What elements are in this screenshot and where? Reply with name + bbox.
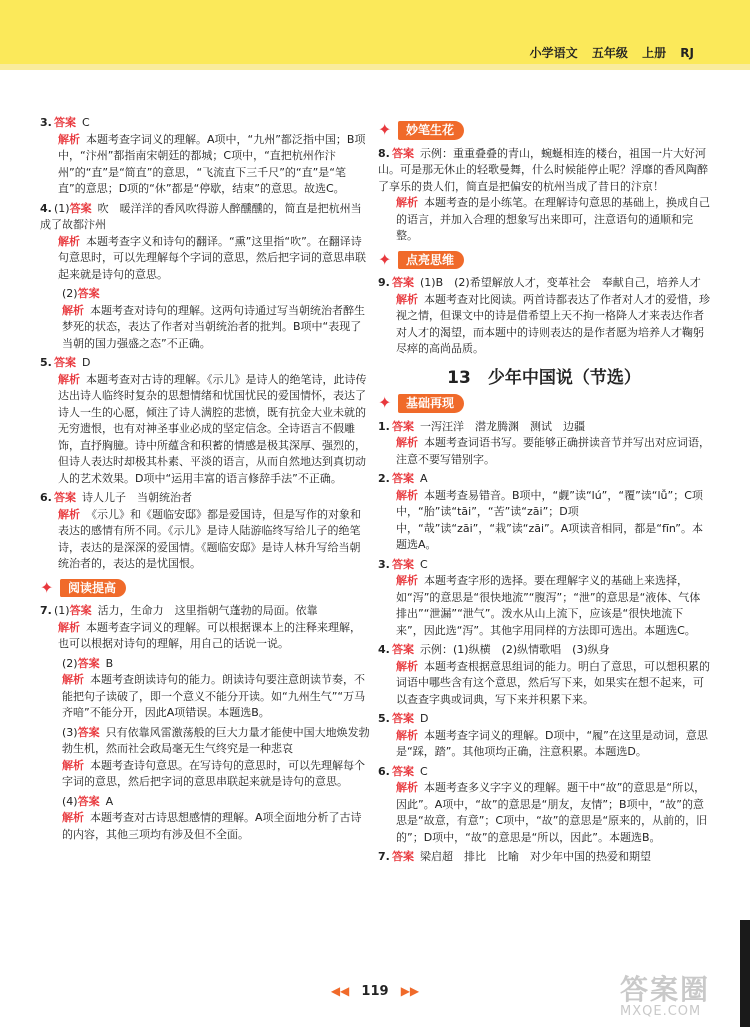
answer-label: 答案 bbox=[77, 287, 100, 300]
answer-item-b3 bbox=[378, 557, 710, 640]
answer-item-4-2 bbox=[40, 286, 370, 352]
explain-label: 解析 bbox=[396, 436, 418, 449]
answer-item-b4 bbox=[378, 642, 710, 708]
watermark-text: 答案圈 bbox=[620, 973, 711, 1006]
item-number: 1. bbox=[378, 419, 390, 433]
explain-label: 解析 bbox=[58, 234, 80, 248]
explain-label: 解析 bbox=[396, 292, 418, 306]
explain-label: 解析 bbox=[58, 620, 80, 634]
section-basics bbox=[378, 394, 710, 413]
sub-number: (2) bbox=[62, 287, 78, 300]
answer-text: D bbox=[82, 356, 91, 369]
explain-label: 解析 bbox=[62, 758, 84, 772]
lesson-title: 13 少年中国说（节选） bbox=[447, 367, 641, 388]
answer-label: 答案 bbox=[77, 794, 100, 808]
explain-text: 本题考查字形的选择。要在理解字义的基础上来选择，如“泻”的意思是“很快地流”“腹泻”；“泄”的意思是“液体、气体排出”“泄漏”“泄气”。泼水从山上流下，应该是“很快地流下来”，因此选“泻”。其他字用同样的方法即可选出。本题选C。 bbox=[396, 574, 701, 637]
answer-text: C bbox=[420, 764, 428, 778]
answer-text: A bbox=[105, 794, 114, 808]
section-thinking bbox=[378, 251, 710, 270]
answer-text: 梁启超 排比 比喻 对少年中国的热爱和期望 bbox=[420, 850, 651, 863]
item-number: 3. bbox=[40, 116, 52, 129]
explain-label: 解析 bbox=[396, 488, 418, 502]
page-edge-bar bbox=[740, 920, 750, 1027]
explain-text: 本题考查对诗句的理解。这两句诗通过写当朝统治者醉生梦死的状态，表达了作者对当朝统治者的批判。B项中“表现了当朝的国力强盛之态”不正确。 bbox=[62, 303, 365, 350]
section-writing bbox=[378, 121, 710, 140]
watermark-url: MXQE.COM bbox=[620, 1004, 702, 1019]
answer-item-b5 bbox=[378, 711, 710, 761]
sub-number: (3) bbox=[62, 725, 78, 739]
sub-number: (2) bbox=[62, 656, 78, 670]
prev-arrows-icon: ◀◀ bbox=[330, 984, 350, 998]
explain-text: 本题考查字词义的理解。A项中，“九州”都泛指中国；B项中，“汴州”都指南宋朝廷的都城；C项中，“直把杭州作汴州”的“直”是“简直”的意思，“飞流直下三千尺”的“直”是“笔直”的意思；D项的“休”都是“停歇，结束”的意思。故选C。 bbox=[58, 132, 366, 195]
answer-text: B bbox=[105, 656, 114, 670]
answer-item-6 bbox=[40, 490, 370, 573]
item-number: 6. bbox=[378, 764, 390, 778]
explain-label: 解析 bbox=[58, 507, 80, 521]
answer-item-b1 bbox=[378, 419, 710, 469]
answer-text: (1)B (2)希望解放人才，变革社会 奉献自己，培养人才 bbox=[420, 276, 701, 289]
answer-text: D bbox=[420, 712, 429, 725]
answer-item-b2 bbox=[378, 471, 710, 554]
answer-text: 活力，生命力 这里指朝气蓬勃的局面。依靠 bbox=[97, 604, 318, 617]
answer-item-9 bbox=[378, 275, 710, 358]
answer-text: 诗人儿子 当朝统治者 bbox=[82, 491, 192, 504]
explain-text: 本题考查多义字字义的理解。题干中“故”的意思是“所以，因此”。A项中，“故”的意思是“朋友，友情”；B项中，“故”的意思是“故意，有意”；C项中，“故”的意思是“原来的，从前的，旧的”；D项中，“故”的意思是“所以，因此”。本题选B。 bbox=[396, 781, 708, 844]
answer-text: 示例：(1)纵横 (2)纵情歌唱 (3)纵身 bbox=[420, 643, 610, 656]
explain-text: 《示儿》和《题临安邸》都是爱国诗，但是写作的对象和表达的感情有所不同。《示儿》是诗人陆游临终写给儿子的绝笔诗，表达的是深深的爱国情。《题临安邸》是诗人林升写给当朝统治者的，表达的是忧国恨。 bbox=[58, 507, 361, 570]
answer-text: C bbox=[420, 557, 428, 571]
answer-item-8 bbox=[378, 146, 710, 245]
explain-label: 解析 bbox=[62, 673, 84, 686]
answer-label: 答案 bbox=[69, 604, 92, 617]
answer-item-7-3 bbox=[40, 725, 370, 791]
answer-text: 吹 暖洋洋的香风吹得游人醉醺醺的，简直是把杭州当成了故都汴州 bbox=[40, 201, 362, 231]
answer-label: 答案 bbox=[77, 725, 100, 739]
section-tag: 妙笔生花 bbox=[398, 121, 464, 140]
item-number: 6. bbox=[40, 491, 52, 504]
page-header bbox=[520, 44, 694, 61]
page-number: 119 bbox=[361, 984, 389, 999]
left-column bbox=[40, 115, 370, 846]
answer-item-5 bbox=[40, 355, 370, 487]
answer-text: 只有依靠风雷激荡般的巨大力量才能使中国大地焕发勃勃生机，然而社会政局毫无生气终究是一种悲哀 bbox=[62, 725, 370, 755]
item-number: 4. bbox=[40, 201, 52, 215]
answer-label: 答案 bbox=[392, 764, 414, 778]
answer-label: 答案 bbox=[392, 146, 414, 160]
answer-text: C bbox=[82, 116, 90, 129]
explain-text: 本题考查字词义的理解。D项中，“履”在这里是动词，意思是“踩，踏”。其他项均正确，注意积累。本题选D。 bbox=[396, 728, 708, 758]
answer-label: 答案 bbox=[69, 201, 92, 215]
header-volume: 上册 bbox=[642, 46, 667, 60]
explain-text: 本题考查对古诗思想感情的理解。A项全面地分析了古诗的内容，其他三项均有涉及但不全面。 bbox=[62, 811, 362, 841]
explain-text: 本题考查对比阅读。两首诗都表达了作者对人才的爱惜，珍视之情，但课文中的诗是借希望上天不拘一格降人才来表达作者对人才的渴望，而本题中的诗则表达的是作者愿为培养人才鞠躬尽瘁的高尚品质。 bbox=[396, 292, 710, 355]
answer-label: 答案 bbox=[54, 116, 76, 129]
answer-item-3 bbox=[40, 115, 370, 198]
answer-text: 示例：重重叠叠的青山，蜿蜒相连的楼台，祖国一片大好河山。可是那无休止的轻歌曼舞，什么时候能停止呢？浮靡的香风陶醉了享乐的贵人们，简直是把偏安的杭州当成了昔日的汴京！ bbox=[378, 146, 708, 193]
answer-item-b7 bbox=[378, 849, 710, 866]
section-reading bbox=[40, 579, 370, 598]
explain-text: 本题考查易错音。B项中，“觑”读“lú”，“覆”读“lǚ”；C项中，“胎”读“tāi”，“苦”读“zāi”；D项中，“哉”读“zāi”，“栽”读“zāi”。A项读音相同，都是“fīn”。本题选A。 bbox=[396, 488, 703, 551]
star-icon: ✦ bbox=[40, 577, 54, 597]
explain-text: 本题考查诗句意思。在写诗句的意思时，可以先理解每个字词的意思，然后把字词的意思串联起来就是诗句的意思。 bbox=[62, 758, 365, 788]
section-tag: 阅读提高 bbox=[60, 579, 126, 598]
answer-label: 答案 bbox=[392, 276, 414, 289]
star-icon: ✦ bbox=[378, 393, 392, 413]
explain-text: 本题考查词语书写。要能够正确拼读音节并写出对应词语，注意不要写错别字。 bbox=[396, 436, 710, 466]
explain-label: 解析 bbox=[396, 781, 418, 794]
explain-text: 本题考查字义和诗句的翻译。“熏”这里指“吹”。在翻译诗句意思时，可以先理解每个字词的意思，然后把字词的意思串联起来就是诗句的意思。 bbox=[58, 234, 366, 281]
explain-label: 解析 bbox=[58, 372, 80, 386]
answer-label: 答案 bbox=[392, 557, 414, 571]
explain-label: 解析 bbox=[396, 728, 418, 742]
item-number: 7. bbox=[40, 604, 52, 617]
explain-label: 解析 bbox=[396, 196, 418, 209]
answer-text: 一泻汪洋 潜龙腾渊 测试 边疆 bbox=[420, 419, 585, 433]
explain-label: 解析 bbox=[58, 132, 80, 146]
explain-label: 解析 bbox=[396, 659, 418, 673]
sub-number: (4) bbox=[62, 794, 78, 808]
answer-item-7-1 bbox=[40, 603, 370, 653]
section-tag: 基础再现 bbox=[398, 394, 464, 413]
right-column bbox=[378, 115, 710, 869]
explain-label: 解析 bbox=[62, 303, 84, 317]
header-edition: RJ bbox=[680, 46, 694, 60]
answer-label: 答案 bbox=[392, 472, 414, 485]
watermark-logo bbox=[620, 968, 732, 1018]
explain-text: 本题考查的是小练笔。在理解诗句意思的基础上，换成自己的语言，并加入合理的想象写出来即可，注意语句的通顺和完整。 bbox=[396, 196, 710, 242]
star-icon: ✦ bbox=[378, 249, 392, 269]
explain-text: 本题考查对古诗的理解。《示儿》是诗人的绝笔诗，此诗传达出诗人临终时复杂的思想情绪和忧国忧民的爱国情怀，表达了诗人一生的心愿，倾注了诗人满腔的悲愤，既有抗金大业未就的无穷遗恨，也有对神圣事业必成的坚定信念。全诗语言不假雕饰，直抒胸臆。诗中所蕴含和积蓄的情感是极其深厚、强烈的，但诗人表达时却极其朴素、平淡的语言，从而自然地达到真切动人的艺术效果。D项中“运用丰富的语言修辞手法”不正确。 bbox=[58, 372, 367, 485]
explain-text: 本题考查根据意思组词的能力。明白了意思，可以想积累的词语中哪些含有这个意思，然后写下来，如果实在想不起来，可以查查字典或词典，写下来并积累下来。 bbox=[396, 659, 710, 706]
next-arrows-icon: ▶▶ bbox=[400, 984, 420, 998]
answer-item-b6 bbox=[378, 764, 710, 847]
answer-label: 答案 bbox=[392, 712, 414, 725]
item-number: 4. bbox=[378, 643, 390, 656]
header-subject: 小学语文 bbox=[529, 46, 578, 60]
item-number: 9. bbox=[378, 276, 390, 289]
sub-number: (1) bbox=[54, 201, 70, 215]
explain-text: 本题考查字词义的理解。可以根据课本上的注释来理解，也可以根据对诗句的理解，用自己的话说一说。 bbox=[58, 620, 361, 650]
item-number: 8. bbox=[378, 146, 390, 160]
star-icon: ✦ bbox=[378, 120, 392, 140]
answer-label: 答案 bbox=[392, 419, 414, 433]
answer-label: 答案 bbox=[54, 491, 76, 504]
answer-label: 答案 bbox=[392, 643, 414, 656]
explain-label: 解析 bbox=[62, 811, 84, 824]
answer-item-7-2 bbox=[40, 656, 370, 722]
section-tag: 点亮思维 bbox=[398, 251, 464, 270]
explain-label: 解析 bbox=[396, 574, 418, 587]
answer-text: A bbox=[420, 472, 428, 485]
answer-label: 答案 bbox=[54, 356, 76, 369]
answer-label: 答案 bbox=[392, 850, 414, 863]
answer-item-4-1 bbox=[40, 201, 370, 284]
item-number: 3. bbox=[378, 557, 390, 571]
explain-text: 本题考查朗读诗句的能力。朗读诗句要注意朗读节奏，不能把句子读破了，即一个意义不能分开读。如“九州生气”“万马齐喑”不能分开，因此A项错误。本题选B。 bbox=[62, 673, 366, 719]
item-number: 5. bbox=[40, 356, 52, 369]
item-number: 2. bbox=[378, 472, 390, 485]
item-number: 7. bbox=[378, 850, 390, 863]
item-number: 5. bbox=[378, 712, 390, 725]
header-grade: 五年级 bbox=[591, 46, 628, 60]
answer-label: 答案 bbox=[77, 656, 100, 670]
answer-item-7-4 bbox=[40, 794, 370, 844]
sub-number: (1) bbox=[54, 604, 70, 617]
